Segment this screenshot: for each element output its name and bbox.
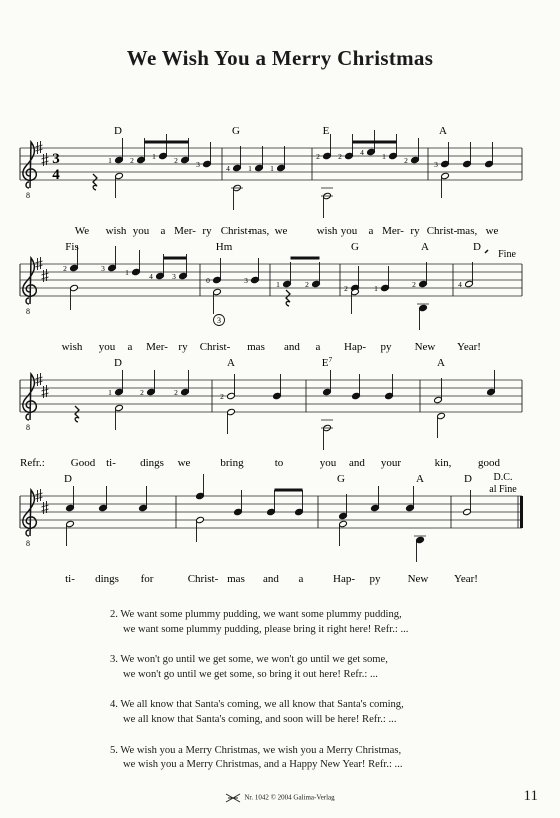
clef-octave-marker: 8 — [26, 307, 30, 316]
fingering-number: 2 — [174, 388, 178, 397]
fingering-number: 0 — [206, 276, 210, 285]
chord-symbol: G — [351, 241, 359, 253]
lyric-syllable: mas, — [456, 225, 478, 237]
fingering-number: 1 — [374, 284, 378, 293]
time-signature-top: 3 — [52, 151, 60, 167]
verse-2 — [110, 608, 530, 637]
fingering-number: 2 — [316, 152, 320, 161]
lyric-syllable: wish — [105, 225, 127, 237]
fingering-number: 4 — [226, 164, 230, 173]
lyric-syllable: and — [263, 573, 279, 585]
lyric-syllable: and — [284, 341, 300, 353]
fingering-number: 3 — [172, 272, 176, 281]
lyric-syllable: wish — [61, 341, 83, 353]
lyric-syllable: you — [98, 341, 116, 353]
lyric-syllable: a — [298, 573, 304, 585]
fingering-number: 2 — [305, 280, 309, 289]
fingering-number: 1 — [276, 280, 280, 289]
chord-symbol: A — [437, 357, 445, 369]
verse-3 — [110, 653, 530, 682]
fingering-number: 1 — [108, 156, 112, 165]
verse-line: 4. We all know that Santa's coming, we all know that Santa's coming, — [110, 699, 404, 711]
sharp-icon — [36, 257, 43, 270]
lyric-syllable: ry — [202, 225, 212, 237]
lyric-syllable: mas — [247, 341, 265, 353]
lyric-syllable: Christ- — [220, 225, 252, 237]
treble-clef-icon — [23, 490, 36, 536]
additional-verses — [110, 608, 530, 789]
publisher-logo-icon — [225, 793, 241, 803]
fingering-number: 2 — [174, 156, 178, 165]
time-signature-bottom: 4 — [52, 167, 60, 183]
lyric-syllable: ry — [410, 225, 420, 237]
lyric-syllable: a — [127, 341, 133, 353]
lyric-syllable: and — [349, 457, 365, 469]
lyric-syllable: a — [315, 341, 321, 353]
lyric-syllable: mas, — [248, 225, 270, 237]
chord-symbol: D — [464, 473, 472, 485]
lyric-syllable: Mer- — [146, 341, 168, 353]
lyric-syllable: to — [274, 457, 284, 469]
lyric-syllable: you — [132, 225, 150, 237]
lyric-syllable: Mer- — [174, 225, 196, 237]
treble-clef-icon — [23, 374, 36, 420]
chord-symbol: D — [114, 357, 122, 369]
fingering-number: 4 — [149, 272, 153, 281]
chord-symbol: D — [114, 125, 122, 137]
lyric-syllable: Year! — [454, 573, 478, 585]
lyric-syllable: you — [319, 457, 337, 469]
lyric-syllable: New — [414, 341, 436, 353]
chord-symbol: Fis — [65, 241, 79, 253]
dc-marking: al Fine — [489, 484, 517, 495]
string-number: 3 — [217, 316, 221, 325]
final-barline-thick — [520, 496, 523, 528]
chord-symbol: A — [416, 473, 424, 485]
fingering-number: 2 — [63, 264, 67, 273]
dc-marking: D.C. — [493, 472, 513, 483]
staff-system-1 — [20, 125, 522, 237]
fine-marking: Fine — [498, 249, 516, 260]
fingering-number: 1 — [270, 164, 274, 173]
fingering-number: 2 — [412, 280, 416, 289]
fingering-number: 2 — [344, 284, 348, 293]
chord-superscript: 7 — [328, 355, 333, 364]
chord-symbol: D — [473, 241, 481, 253]
verse-line: 2. We want some plummy pudding, we want some plummy pudding, — [110, 609, 402, 620]
lyric-syllable: Year! — [457, 341, 481, 353]
fingering-number: 2 — [220, 392, 224, 401]
lyric-syllable: kin, — [434, 457, 452, 469]
song-title: We Wish You a Merry Christmas — [126, 46, 434, 70]
lyric-syllable: Hap- — [344, 341, 366, 353]
verse-line: we won't go until we get some, so bring it out here! Refr.: ... — [123, 668, 378, 680]
quarter-rest-icon — [93, 174, 97, 190]
lyric-syllable: dings — [140, 457, 164, 469]
clef-octave-marker: 8 — [26, 539, 30, 548]
lyric-syllable: New — [407, 573, 429, 585]
lyric-syllable: a — [368, 225, 374, 237]
lyric-syllable: Mer- — [382, 225, 404, 237]
lyric-syllable: your — [380, 457, 402, 469]
fingering-number: 1 — [125, 268, 129, 277]
treble-clef-icon — [23, 258, 36, 304]
staff-systems — [20, 125, 523, 585]
verse-line: we wish you a Merry Christmas, and a Happy New Year! Refr.: ... — [123, 759, 403, 771]
lyric-syllable: Christ- — [199, 341, 231, 353]
verse-5 — [110, 744, 530, 773]
lyric-syllable: Good — [70, 457, 96, 469]
clef-octave-marker: 8 — [26, 191, 30, 200]
lyric-syllable: you — [340, 225, 358, 237]
fingering-number: 4 — [458, 280, 462, 289]
lyric-syllable: Hap- — [333, 573, 355, 585]
lyric-syllable: we — [177, 457, 191, 469]
fingering-number: 1 — [152, 152, 156, 161]
lyric-syllable: wish — [316, 225, 338, 237]
clef-octave-marker: 8 — [26, 423, 30, 432]
lyric-syllable: dings — [95, 573, 119, 585]
verse-line: 5. We wish you a Merry Christmas, we wish you a Merry Christmas, — [110, 744, 402, 756]
staff-system-2 — [20, 241, 522, 353]
fingering-number: 3 — [101, 264, 105, 273]
lyric-syllable: mas — [227, 573, 245, 585]
lyric-syllable: We — [74, 225, 90, 237]
lyric-syllable: py — [369, 573, 381, 585]
chord-symbol: A — [227, 357, 235, 369]
chord-symbol: A — [439, 125, 447, 137]
staff-system-4 — [20, 472, 523, 585]
fermata-icon — [485, 250, 488, 253]
fingering-number: 2 — [130, 156, 134, 165]
page-number: 11 — [523, 788, 538, 804]
fingering-number: 2 — [338, 152, 342, 161]
fingering-number: 3 — [244, 276, 248, 285]
lyric-syllable: we — [274, 225, 288, 237]
lyric-syllable: we — [485, 225, 499, 237]
lyric-syllable: bring — [220, 457, 244, 469]
verse-4 — [110, 698, 530, 727]
refrain-label: Refr.: — [20, 457, 45, 469]
fingering-number: 2 — [140, 388, 144, 397]
fingering-number: 1 — [248, 164, 252, 173]
quarter-rest-icon — [286, 290, 290, 306]
fingering-number: 2 — [404, 156, 408, 165]
fingering-number: 3 — [196, 160, 200, 169]
chord-symbol: D — [64, 473, 72, 485]
fingering-number: 1 — [108, 388, 112, 397]
fingering-number: 4 — [360, 148, 364, 157]
publisher-footer — [0, 793, 560, 803]
lyric-syllable: a — [160, 225, 166, 237]
sharp-icon — [36, 141, 43, 154]
verse-line: 3. We won't go until we get some, we won't go until we get some, — [110, 654, 388, 666]
treble-clef-icon — [23, 142, 36, 188]
lyric-syllable: good — [478, 457, 500, 469]
chord-symbol: Hm — [215, 241, 233, 253]
lyric-syllable: Christ- — [187, 573, 219, 585]
quarter-rest-icon — [75, 406, 79, 422]
footer-text: Nr. 1042 © 2004 Galima-Verlag — [244, 793, 335, 802]
lyric-syllable: Christ- — [426, 225, 458, 237]
lyric-syllable: py — [380, 341, 392, 353]
chord-symbol: G — [232, 125, 240, 137]
fingering-number: 3 — [434, 160, 438, 169]
chord-symbol: $E^7$ — [321, 355, 333, 369]
chord-symbol: A — [421, 241, 429, 253]
verse-line: we all know that Santa's coming, and soon will be here! Refr.: ... — [123, 713, 397, 725]
lyric-syllable: for — [140, 573, 154, 585]
sharp-icon — [36, 489, 43, 502]
lyric-syllable: ti- — [65, 573, 75, 585]
lyric-syllable: ry — [178, 341, 188, 353]
chord-symbol: G — [337, 473, 345, 485]
fingering-number: 1 — [382, 152, 386, 161]
staff-system-3 — [20, 355, 522, 469]
lyric-syllable: ti- — [106, 457, 116, 469]
sharp-icon — [36, 373, 43, 386]
chord-symbol: E — [322, 125, 330, 137]
verse-line: we want some plummy pudding, please bring it right here! Refr.: ... — [123, 623, 409, 635]
